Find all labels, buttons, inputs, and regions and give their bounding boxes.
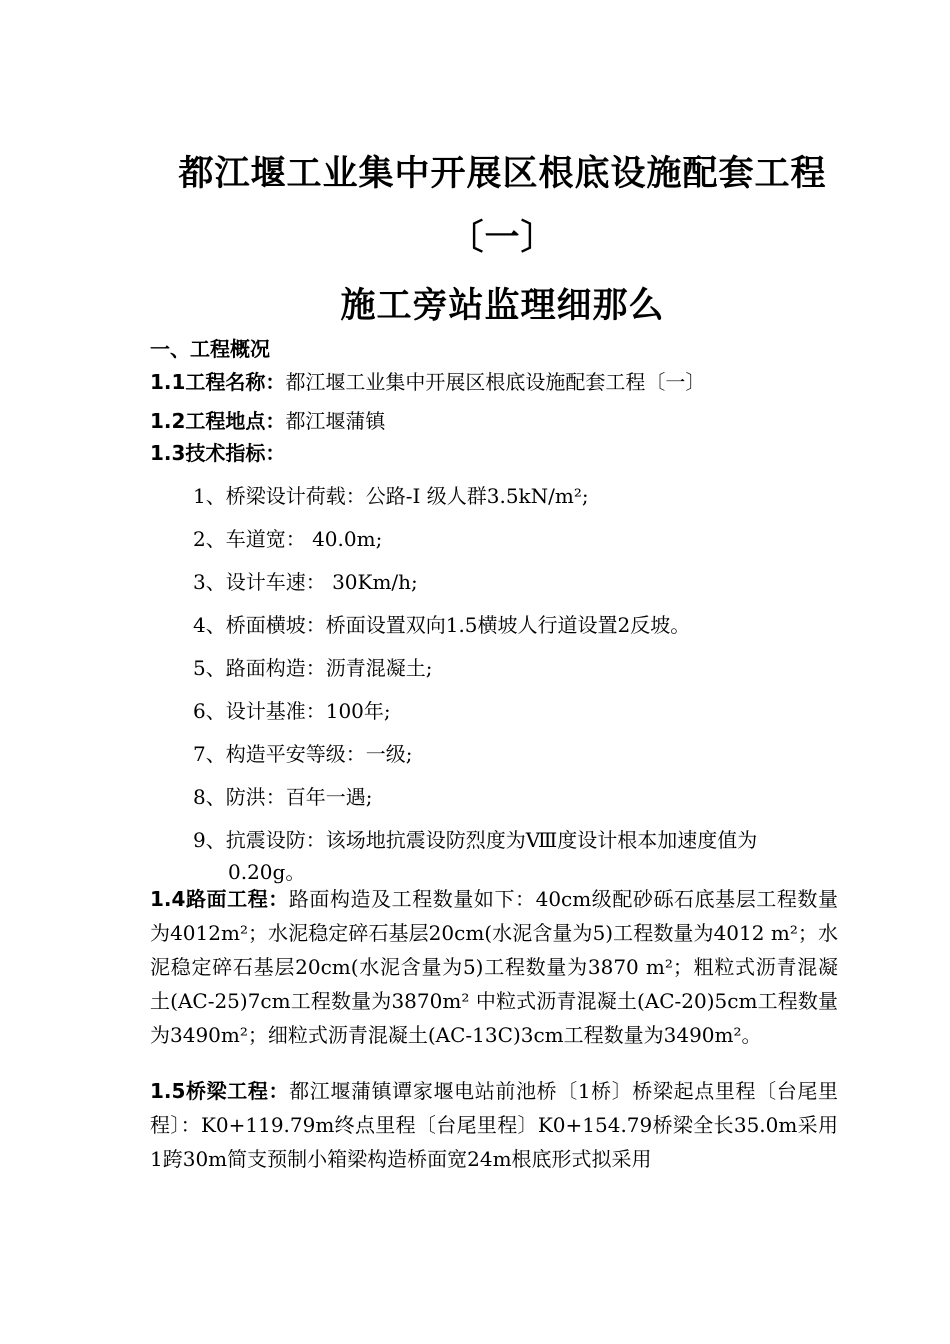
- road-works-label: 1.4路面工程：: [150, 887, 289, 911]
- tech-item: 9、抗震设防：该场地抗震设防烈度为Ⅷ度设计根本加速度值为: [193, 828, 758, 852]
- project-location-value: 都江堰蒲镇: [285, 409, 386, 433]
- tech-item: 2、车道宽： 40.0m;: [193, 527, 383, 551]
- road-works-text: 路面构造及工程数量如下：40cm级配砂砾石底基层工程数量为4012m²；水泥稳定碎石基层20cm(水泥含量为5)工程数量为4012 m²；水泥稳定碎石基层20cm(水泥含量为5)工程数量为3870 m²；粗粒式沥青混凝土(AC-25)7cm工程数量为3870m² 中粒式沥青混凝土(AC-20)5cm工程数量为3490m²；细粒式沥青混凝土(AC-13C)3cm工程数量为3490m²。: [150, 887, 838, 1047]
- project-location-label: 1.2工程地点：: [150, 409, 286, 433]
- project-name-value: 都江堰工业集中开展区根底设施配套工程〔一〕: [285, 370, 706, 394]
- project-name-label: 1.1工程名称：: [150, 370, 286, 394]
- tech-item: 5、路面构造：沥青混凝土;: [193, 656, 433, 680]
- tech-item: 4、桥面横坡：桥面设置双向1.5横坡人行道设置2反坡。: [193, 613, 691, 637]
- tech-item: 1、桥梁设计荷载：公路-Ⅰ 级人群3.5kN/m²;: [193, 484, 589, 508]
- project-location-row: [150, 405, 385, 434]
- tech-item-continuation: 0.20g。: [228, 860, 306, 884]
- document-title-line3: 施工旁站监理细那么: [340, 286, 665, 326]
- road-works-paragraph: [150, 882, 838, 1052]
- bridge-works-label: 1.5桥梁工程：: [150, 1079, 290, 1103]
- document-title-line1: 都江堰工业集中开展区根底设施配套工程: [178, 154, 827, 194]
- tech-indicators-label: 1.3技术指标：: [150, 441, 286, 465]
- section-heading: 一、工程概况: [150, 337, 270, 361]
- bridge-works-text: 都江堰蒲镇谭家堰电站前池桥〔1桥〕桥梁起点里程〔台尾里程〕：K0+119.79m终点里程〔台尾里程〕K0+154.79桥梁全长35.0m采用1跨30m简支预制小箱梁构造桥面宽24m根底形式拟采用: [150, 1079, 838, 1171]
- document-title-line2: 〔一〕: [448, 218, 557, 258]
- tech-item: 8、防洪：百年一遇;: [193, 785, 373, 809]
- project-name-row: [150, 366, 705, 395]
- tech-item: 7、构造平安等级：一级;: [193, 742, 413, 766]
- tech-item: 6、设计基准：100年;: [193, 699, 391, 723]
- bridge-works-paragraph: [150, 1074, 838, 1176]
- tech-item: 3、设计车速： 30Km/h;: [193, 570, 418, 594]
